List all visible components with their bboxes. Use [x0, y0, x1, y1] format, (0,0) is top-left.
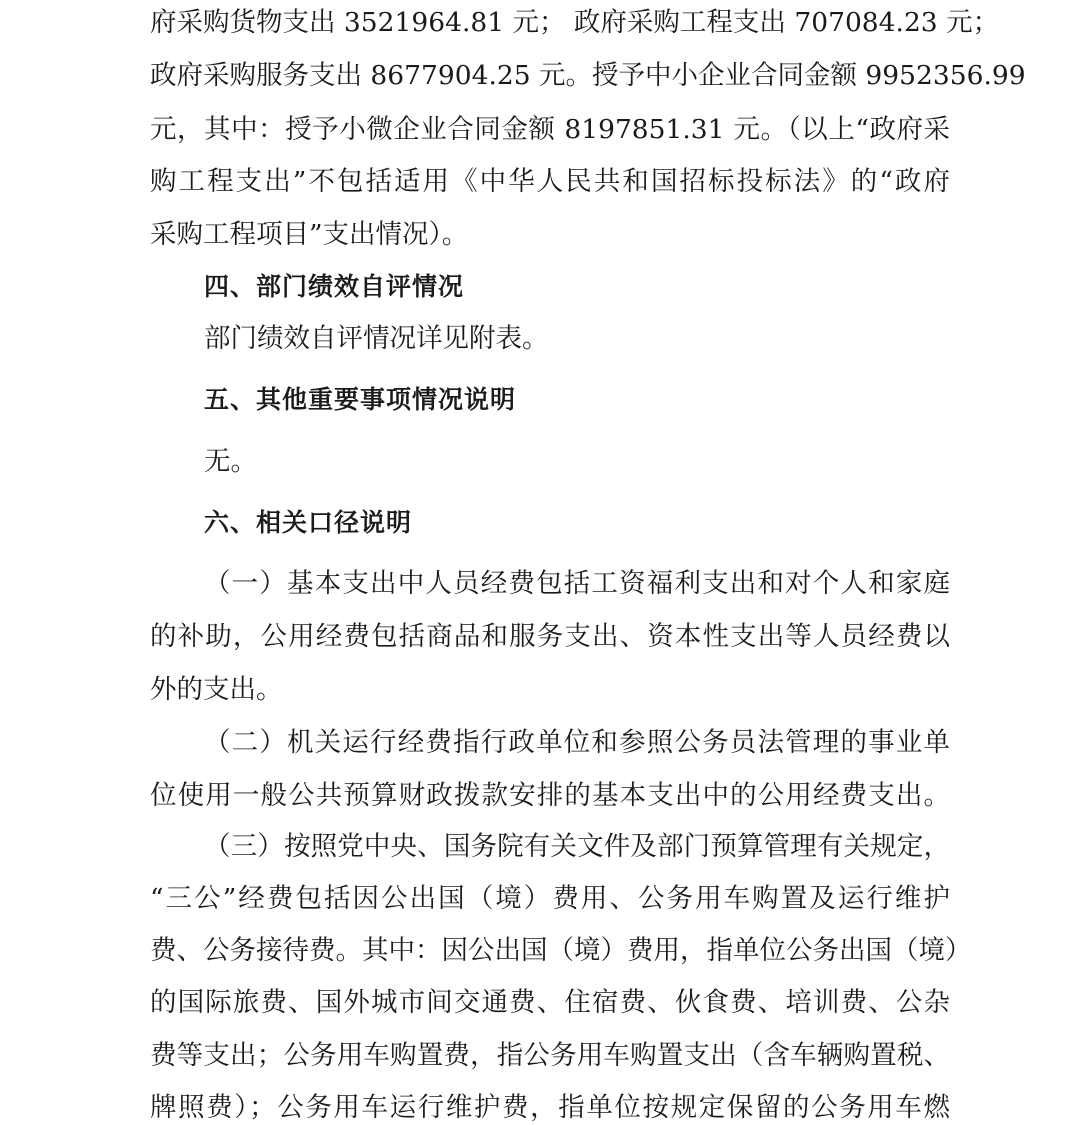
paragraph-line: 的国际旅费、国外城市间交通费、住宿费、伙食费、培训费、公杂	[150, 987, 950, 1018]
paragraph-line: “三公”经费包括因公出国（境）费用、公务用车购置及运行维护	[150, 883, 950, 914]
paragraph-line: 费等支出；公务用车购置费，指公务用车购置支出（含车辆购置税、	[150, 1040, 950, 1071]
paragraph-line: （三）按照党中央、国务院有关文件及部门预算管理有关规定，	[204, 831, 950, 862]
paragraph-line: （一）基本支出中人员经费包括工资福利支出和对个人和家庭	[204, 568, 950, 599]
paragraph-line: 采购工程项目”支出情况）。	[150, 219, 469, 250]
paragraph-line: 元，其中：授予小微企业合同金额 8197851.31 元。（以上“政府采	[150, 114, 950, 145]
section-body: 部门绩效自评情况详见附表。	[204, 323, 549, 354]
paragraph-line: 购工程支出”不包括适用《中华人民共和国招标投标法》的“政府	[150, 166, 950, 197]
paragraph-line: 外的支出。	[150, 674, 283, 705]
section-heading: 四、部门绩效自评情况	[204, 272, 465, 301]
paragraph-line: 政府采购服务支出 8677904.25 元。授予中小企业合同金额 9952356.99	[150, 60, 1026, 91]
paragraph-line: 位使用一般公共预算财政拨款安排的基本支出中的公用经费支出。	[150, 780, 950, 811]
section-body: 无。	[204, 446, 257, 477]
paragraph-line: 府采购货物支出 3521964.81 元； 政府采购工程支出 707084.23 元；	[150, 7, 1000, 38]
paragraph-line: 的补助，公用经费包括商品和服务支出、资本性支出等人员经费以	[150, 621, 950, 652]
paragraph-line: 牌照费）；公务用车运行维护费，指单位按规定保留的公务用车燃	[150, 1092, 950, 1123]
section-heading: 六、相关口径说明	[204, 508, 413, 537]
section-heading: 五、其他重要事项情况说明	[204, 385, 517, 414]
paragraph-line: （二）机关运行经费指行政单位和参照公务员法管理的事业单	[204, 727, 950, 758]
paragraph-line: 费、公务接待费。其中：因公出国（境）费用，指单位公务出国（境）	[150, 935, 972, 966]
